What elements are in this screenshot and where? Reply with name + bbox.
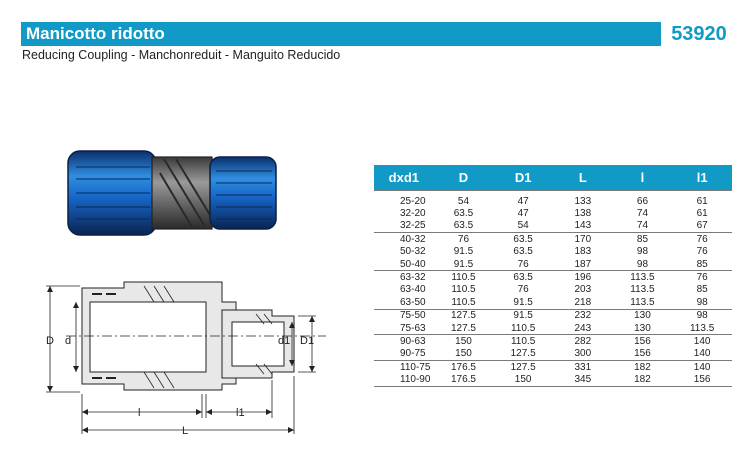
dim-label-l1: l1 [236, 407, 245, 419]
table-cell: 32-25 [400, 220, 426, 232]
table-header-row [374, 165, 732, 191]
table-cell: 91.5 [453, 246, 474, 258]
product-photo [64, 143, 279, 243]
table-cell: 54 [517, 220, 529, 232]
table-cell: 54 [434, 191, 494, 208]
table-cell: 182 [613, 361, 673, 374]
table-cell: 98 [636, 258, 649, 270]
table-cell: 110.5 [434, 271, 494, 284]
table-cell: 110.5 [493, 335, 553, 348]
table-cell: 98 [636, 246, 649, 258]
table-cell: 76 [696, 246, 708, 258]
table-cell: 74 [636, 220, 649, 232]
table-cell: 138 [574, 208, 592, 220]
column-header-2: D1 [493, 165, 553, 191]
table-cell: 91.5 [493, 309, 553, 322]
table-row [374, 373, 732, 386]
table-cell: 85 [696, 258, 708, 270]
table-cell: 63.5 [453, 208, 474, 220]
table-cell: 91.5 [513, 296, 533, 308]
table-cell: 76 [517, 258, 529, 270]
table-cell: 127.5 [510, 348, 536, 360]
table-cell: 140 [693, 348, 711, 360]
column-header-5: l1 [672, 165, 732, 191]
table-row [374, 246, 732, 258]
table-row [374, 284, 732, 296]
table-row [374, 233, 732, 246]
table-cell: 345 [553, 373, 613, 386]
table-cell: 300 [574, 348, 592, 360]
table-cell: 182 [613, 373, 673, 386]
table-cell: 150 [455, 348, 472, 360]
table-cell: 110-75 [374, 361, 434, 374]
table-cell: 76 [517, 284, 529, 296]
table-cell: 127.5 [493, 361, 553, 374]
table-cell: 187 [574, 258, 592, 270]
table-cell: 67 [696, 220, 708, 232]
table-cell: 50-40 [400, 258, 426, 270]
table-row [374, 296, 732, 309]
table-cell: 156 [672, 373, 732, 386]
table-cell: 25-20 [374, 191, 434, 208]
table-cell: 66 [613, 191, 673, 208]
dimensions-table [374, 165, 732, 387]
column-header-3: L [553, 165, 613, 191]
column-header-0: dxd1 [374, 165, 434, 191]
table-row [374, 258, 732, 271]
table-row [374, 207, 732, 219]
table-cell: 143 [574, 220, 592, 232]
table-cell: 50-32 [400, 246, 426, 258]
table-cell: 156 [613, 335, 673, 348]
table-cell: 85 [613, 233, 673, 246]
table-cell: 150 [493, 373, 553, 386]
dim-label-d: d [65, 335, 72, 347]
table-cell: 113.5 [613, 271, 673, 284]
table-cell: 76 [672, 233, 732, 246]
table-cell: 140 [672, 335, 732, 348]
table-row [374, 220, 732, 233]
table-cell: 47 [517, 208, 529, 220]
table-cell: 40-32 [374, 233, 434, 246]
table-cell: 127.5 [434, 309, 494, 322]
table-cell: 243 [574, 322, 592, 334]
title-bar [21, 22, 661, 46]
table-cell: 176.5 [434, 373, 494, 386]
table-row [374, 322, 732, 335]
table-cell: 91.5 [453, 258, 474, 270]
column-header-4: l [613, 165, 673, 191]
table-row [374, 361, 732, 374]
table-cell: 61 [696, 208, 708, 220]
table-cell: 75-63 [400, 322, 426, 334]
table-cell: 90-75 [400, 348, 426, 360]
table-cell: 63.5 [493, 233, 553, 246]
table-cell: 196 [553, 271, 613, 284]
table-row [374, 348, 732, 361]
table-cell: 76 [672, 271, 732, 284]
table-cell: 113.5 [630, 296, 655, 308]
table-cell: 218 [574, 296, 592, 308]
product-subtitle: Reducing Coupling - Manchonreduit - Manguito Reducido [22, 48, 341, 62]
table-row [374, 271, 732, 284]
table-cell: 127.5 [450, 322, 476, 334]
table-cell: 282 [553, 335, 613, 348]
table-cell: 331 [553, 361, 613, 374]
table-cell: 74 [636, 208, 649, 220]
dim-label-L: L [182, 425, 189, 437]
table-cell: 63-40 [400, 284, 426, 296]
table-cell: 113.5 [689, 322, 715, 334]
table-cell: 113.5 [630, 284, 655, 296]
table-cell: 32-20 [400, 208, 426, 220]
technical-drawing [36, 272, 336, 442]
dim-label-D1: D1 [300, 335, 315, 347]
table-cell: 61 [672, 191, 732, 208]
table-cell: 110.5 [510, 322, 536, 334]
table-cell: 203 [574, 284, 592, 296]
table-cell: 150 [434, 335, 494, 348]
table-cell: 85 [696, 284, 708, 296]
table-cell: 110.5 [451, 296, 476, 308]
table-row [374, 191, 732, 208]
table-cell: 140 [672, 361, 732, 374]
column-header-1: D [434, 165, 494, 191]
table-cell: 90-63 [374, 335, 434, 348]
table-row [374, 335, 732, 348]
table-cell: 110-90 [374, 373, 434, 386]
dimensions-table-wrap [374, 165, 732, 387]
table-cell: 63.5 [493, 271, 553, 284]
table-cell: 98 [696, 296, 708, 308]
table-cell: 133 [553, 191, 613, 208]
table-cell: 63.5 [453, 220, 474, 232]
table-cell: 63-32 [374, 271, 434, 284]
product-code: 53920 [671, 23, 727, 45]
table-cell: 47 [493, 191, 553, 208]
dim-label-d1: d1 [278, 335, 291, 347]
table-cell: 130 [634, 322, 651, 334]
dim-label-l: l [138, 407, 141, 419]
table-cell: 176.5 [434, 361, 494, 374]
table-cell: 130 [613, 309, 673, 322]
table-cell: 63.5 [513, 246, 533, 258]
table-cell: 183 [574, 246, 592, 258]
table-cell: 232 [553, 309, 613, 322]
table-cell: 63-50 [400, 296, 426, 308]
table-cell: 76 [434, 233, 494, 246]
table-body [374, 191, 732, 387]
table-row [374, 309, 732, 322]
table-cell: 98 [672, 309, 732, 322]
dim-label-D: D [46, 335, 54, 347]
table-cell: 75-50 [374, 309, 434, 322]
table-cell: 170 [553, 233, 613, 246]
product-title: Manicotto ridotto [26, 24, 165, 43]
table-cell: 156 [634, 348, 651, 360]
table-cell: 110.5 [451, 284, 476, 296]
